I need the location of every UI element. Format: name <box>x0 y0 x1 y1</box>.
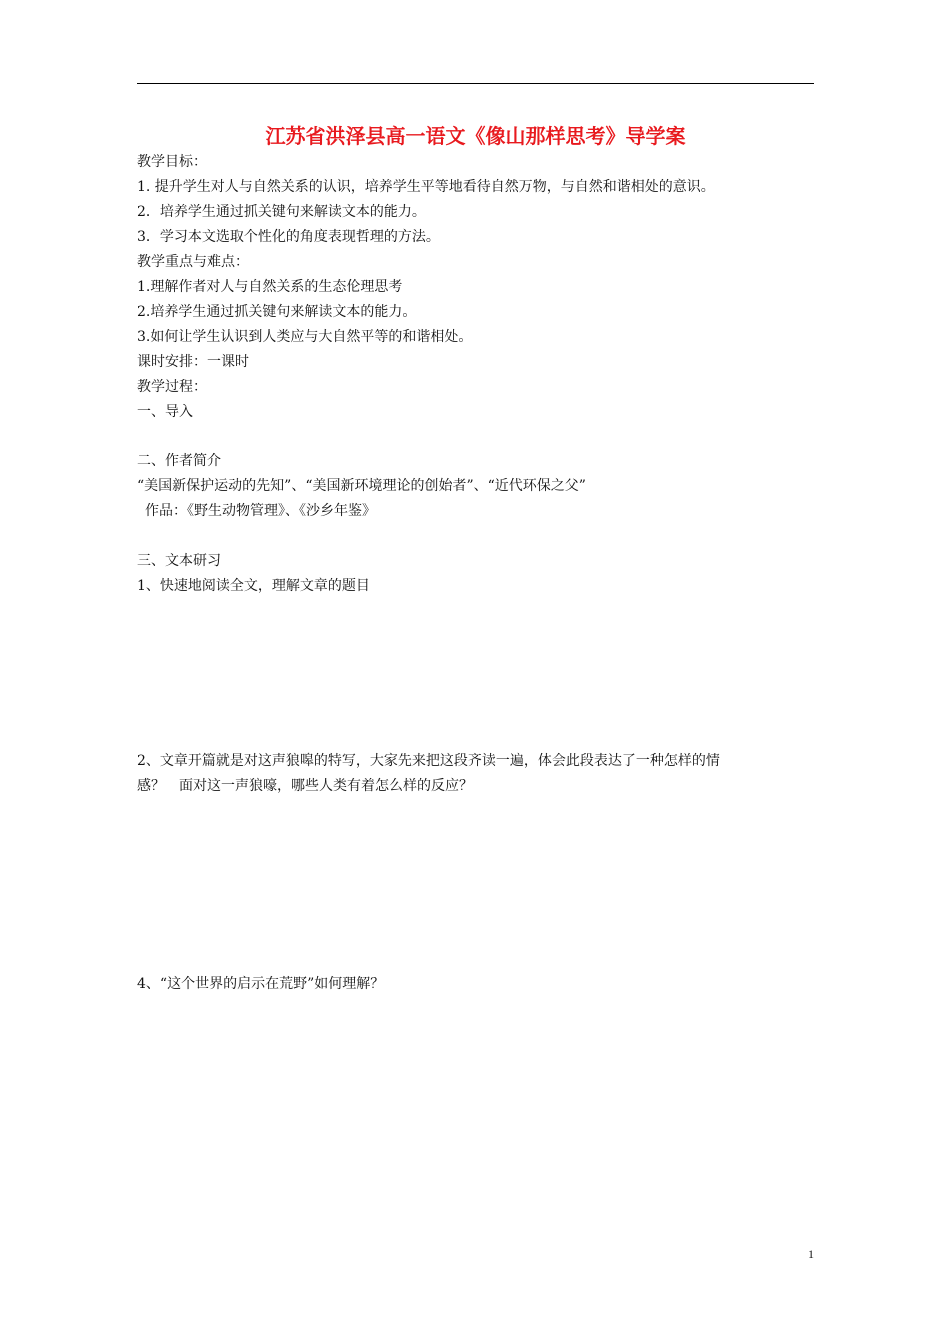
objective-item-3: 3．学习本文选取个性化的角度表现哲理的方法。 <box>137 229 440 245</box>
key-point-item-1: 1.理解作者对人与自然关系的生态伦理思考 <box>137 279 403 295</box>
schedule-line: 课时安排：一课时 <box>137 354 249 370</box>
section-introduction: 一、导入 <box>137 404 193 420</box>
section-text-study: 三、文本研习 <box>137 553 221 569</box>
section-author: 二、作者简介 <box>137 453 221 469</box>
author-works: 作品：《野生动物管理》、《沙乡年鉴》 <box>145 503 376 519</box>
objective-item-1: 1. 提升学生对人与自然关系的认识，培养学生平等地看待自然万物，与自然和谐相处的意识。 <box>137 179 715 195</box>
question-2-line-1: 2、文章开篇就是对这声狼嗥的特写，大家先来把这段齐读一遍，体会此段表达了一种怎样的情 <box>137 753 720 769</box>
process-heading: 教学过程： <box>137 379 207 395</box>
document-title: 江苏省洪泽县高一语文《像山那样思考》导学案 <box>265 124 686 148</box>
question-2-line-2: 感？ 面对这一声狼嚎，哪些人类有着怎么样的反应？ <box>137 778 473 794</box>
author-titles: “美国新保护运动的先知”、“美国新环境理论的创始者”、“近代环保之父” <box>137 478 586 494</box>
key-point-item-3: 3.如何让学生认识到人类应与大自然平等的和谐相处。 <box>137 329 473 345</box>
key-point-item-2: 2.培养学生通过抓关键句来解读文本的能力。 <box>137 304 417 320</box>
key-points-heading: 教学重点与难点： <box>137 254 249 270</box>
question-4: 4、“这个世界的启示在荒野”如何理解？ <box>137 976 385 992</box>
question-1: 1、快速地阅读全文，理解文章的题目 <box>137 578 370 594</box>
objective-item-2: 2．培养学生通过抓关键句来解读文本的能力。 <box>137 204 426 220</box>
page-number: 1 <box>808 1247 814 1261</box>
header-rule <box>137 83 814 84</box>
objectives-heading: 教学目标： <box>137 154 207 170</box>
